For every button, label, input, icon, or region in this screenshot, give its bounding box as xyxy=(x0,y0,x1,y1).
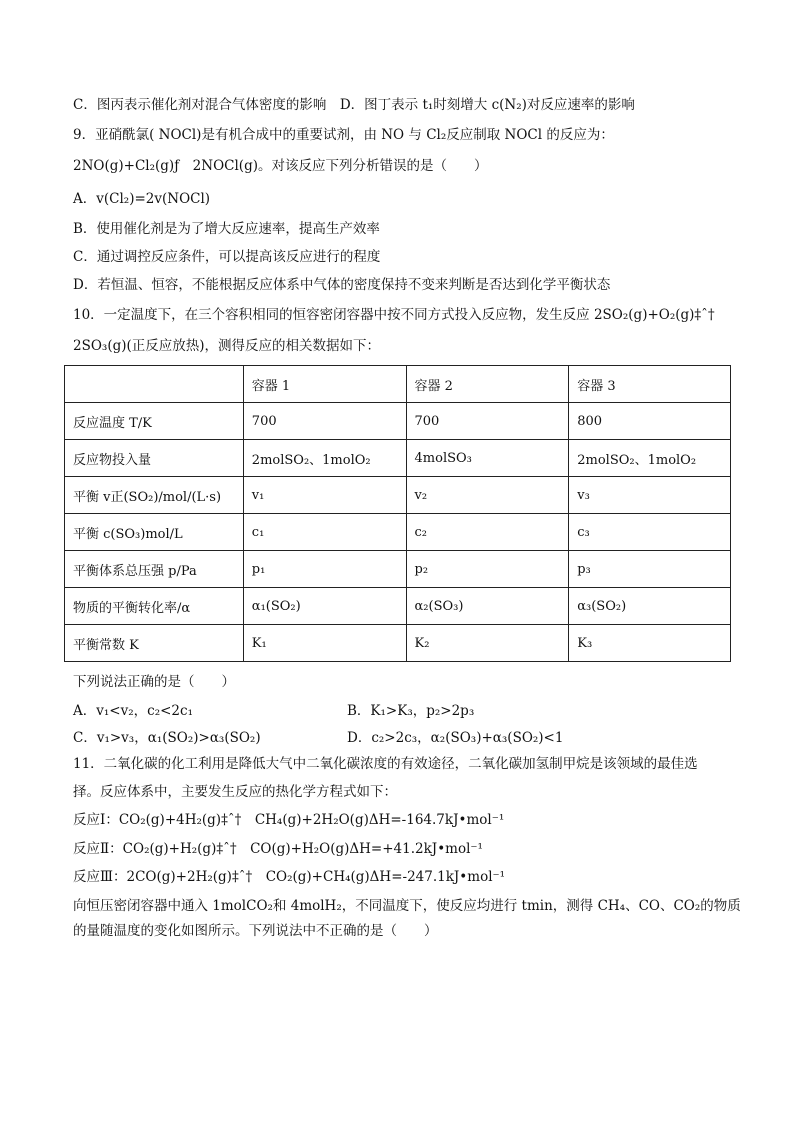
question-11-condition: 向恒压密闭容器中通入 1molCO₂和 4molH₂，不同温度下，使反应均进行 tmin，测得 CH₄、CO、CO₂的物质 xyxy=(73,898,741,914)
question-10-stem: 10．一定温度下，在三个容积相同的恒容密闭容器中按不同方式投入反应物，发生反应 2SO₂(g)+O₂(g)‡ˆ† xyxy=(73,307,715,323)
table-cell: 700 xyxy=(406,403,569,440)
question-9-option-a: A．v(Cl₂)=2v(NOCl) xyxy=(73,191,211,207)
table-cell: 平衡体系总压强 p/Pa xyxy=(65,551,244,588)
table-cell: p₂ xyxy=(406,551,569,588)
table-row xyxy=(65,403,731,440)
question-9-equation: 2NO(g)+Cl₂(g)ƒ 2NOCl(g)。对该反应下列分析错误的是（ ） xyxy=(73,158,488,174)
table-cell: 700 xyxy=(243,403,406,440)
table-row xyxy=(65,477,731,514)
question-10-stem-cont: 2SO₃(g)(正反应放热)，测得反应的相关数据如下： xyxy=(73,338,381,354)
table-cell: c₂ xyxy=(406,514,569,551)
table-cell: 物质的平衡转化率/α xyxy=(65,588,244,625)
question-11-stem: 11．二氧化碳的化工利用是降低大气中二氧化碳浓度的有效途径，二氧化碳加氢制甲烷是该领域的最佳选 xyxy=(73,756,698,772)
question-9-option-b: B．使用催化剂是为了增大反应速率，提高生产效率 xyxy=(73,221,380,237)
table-cell: 平衡 c(SO₃)mol/L xyxy=(65,514,244,551)
table-cell: α₂(SO₃) xyxy=(406,588,569,625)
table-cell xyxy=(65,366,244,403)
question-10-prompt: 下列说法正确的是（ ） xyxy=(73,674,235,690)
question-8-option-cd: C．图丙表示催化剂对混合气体密度的影响 D．图丁表示 t₁时刻增大 c(N₂)对反应速率的影响 xyxy=(73,97,635,113)
question-9-option-c: C．通过调控反应条件，可以提高该反应进行的程度 xyxy=(73,249,381,265)
table-cell: p₃ xyxy=(569,551,731,588)
table-cell: 2molSO₂、1molO₂ xyxy=(569,440,731,477)
table-row xyxy=(65,514,731,551)
table-cell: 800 xyxy=(569,403,731,440)
question-11-prompt: 的量随温度的变化如图所示。下列说法中不正确的是（ ） xyxy=(73,923,438,939)
table-row xyxy=(65,588,731,625)
question-10-option-b: B．K₁>K₃，p₂>2p₃ xyxy=(347,703,475,719)
reaction-1: 反应Ⅰ：CO₂(g)+4H₂(g)‡ˆ† CH₄(g)+2H₂O(g)ΔH=-164.7kJ•mol⁻¹ xyxy=(73,812,505,828)
table-row xyxy=(65,440,731,477)
reaction-3: 反应Ⅲ：2CO(g)+2H₂(g)‡ˆ† CO₂(g)+CH₄(g)ΔH=-247.1kJ•mol⁻¹ xyxy=(73,869,506,885)
table-cell: K₁ xyxy=(243,625,406,662)
question-11-stem-cont: 择。反应体系中，主要发生反应的热化学方程式如下： xyxy=(73,784,397,800)
question-10-option-a: A．v₁<v₂，c₂<2c₁ xyxy=(73,703,193,719)
table-row xyxy=(65,551,731,588)
table-cell: c₃ xyxy=(569,514,731,551)
table-cell: K₂ xyxy=(406,625,569,662)
question-10-option-c: C．v₁>v₃，α₁(SO₂)>α₃(SO₂) xyxy=(73,730,261,746)
question-9-option-d: D．若恒温、恒容，不能根据反应体系中气体的密度保持不变来判断是否达到化学平衡状态 xyxy=(73,277,611,293)
table-cell: 平衡常数 K xyxy=(65,625,244,662)
reaction-2: 反应Ⅱ：CO₂(g)+H₂(g)‡ˆ† CO(g)+H₂O(g)ΔH=+41.2kJ•mol⁻¹ xyxy=(73,841,483,857)
table-header-row xyxy=(65,366,731,403)
table-cell: c₁ xyxy=(243,514,406,551)
table-cell: v₃ xyxy=(569,477,731,514)
question-9-stem: 9．亚硝酰氯( NOCl)是有机合成中的重要试剂，由 NO 与 Cl₂反应制取 NOCl 的反应为： xyxy=(73,127,614,143)
table-cell: 容器 3 xyxy=(569,366,731,403)
table-cell: 容器 2 xyxy=(406,366,569,403)
table-cell: 2molSO₂、1molO₂ xyxy=(243,440,406,477)
data-table xyxy=(64,365,731,662)
table-cell: 4molSO₃ xyxy=(406,440,569,477)
table-cell: v₂ xyxy=(406,477,569,514)
table-cell: α₃(SO₂) xyxy=(569,588,731,625)
table-cell: 反应物投入量 xyxy=(65,440,244,477)
table-row xyxy=(65,625,731,662)
question-10-option-d: D．c₂>2c₃，α₂(SO₃)+α₃(SO₂)<1 xyxy=(347,730,564,746)
table-cell: K₃ xyxy=(569,625,731,662)
table-cell: α₁(SO₂) xyxy=(243,588,406,625)
table-cell: p₁ xyxy=(243,551,406,588)
table-cell: 反应温度 T/K xyxy=(65,403,244,440)
table-cell: v₁ xyxy=(243,477,406,514)
table-cell: 容器 1 xyxy=(243,366,406,403)
table-cell: 平衡 v正(SO₂)/mol/(L·s) xyxy=(65,477,244,514)
